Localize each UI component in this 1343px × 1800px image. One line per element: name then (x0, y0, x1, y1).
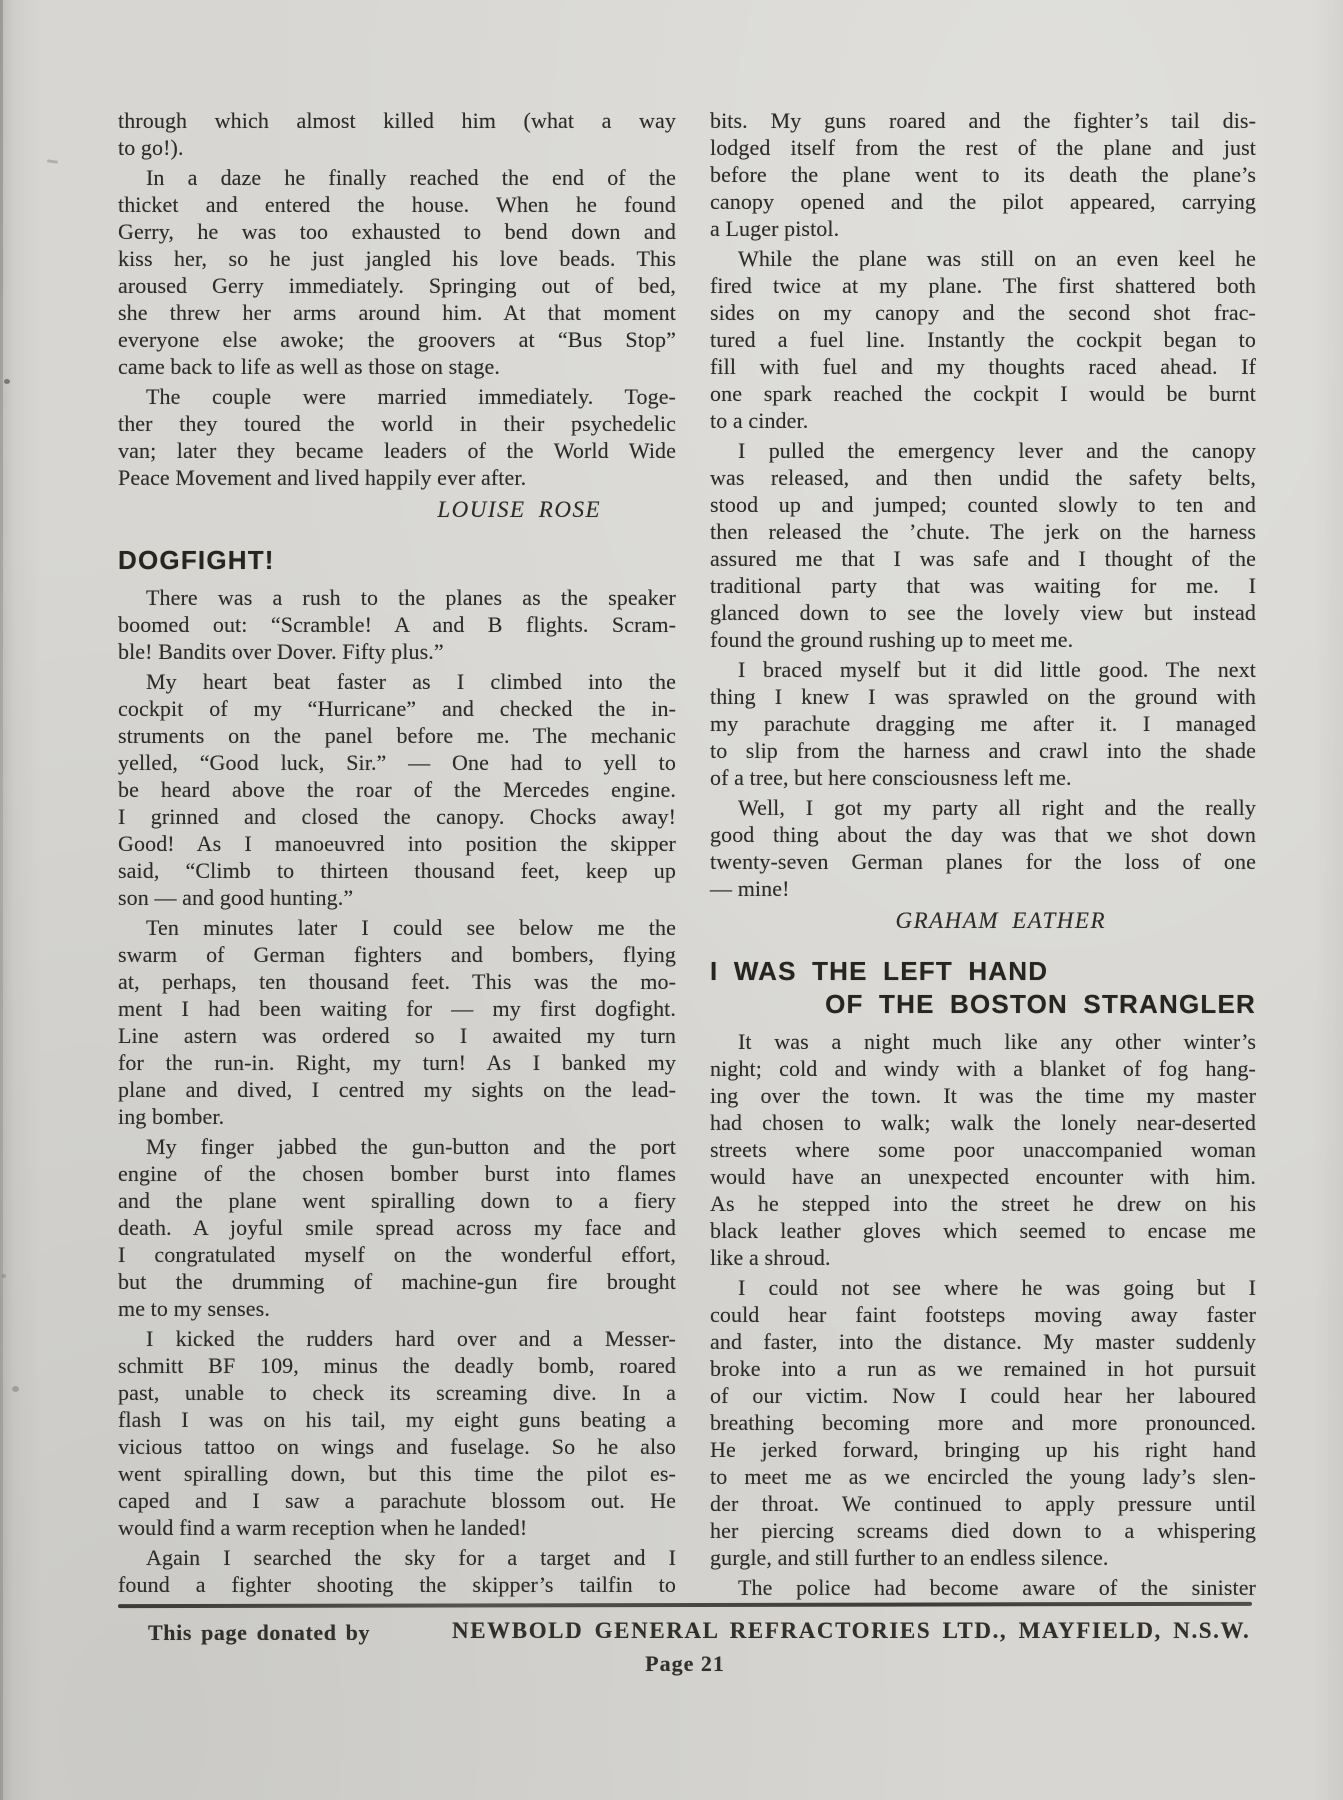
text-line: I congratulated myself on the wonderful effort, (118, 1242, 676, 1267)
text-line: Ten minutes later I could see below me the (146, 915, 676, 940)
text-line: like a shroud. (710, 1245, 831, 1270)
text-line: traditional party that was waiting for me. I (710, 573, 1256, 598)
text-line: then released the ’chute. The jerk on the harness (710, 519, 1256, 544)
text-line: Well, I got my party all right and the really (738, 795, 1256, 820)
text-line: fired twice at my plane. The first shattered both (710, 273, 1256, 298)
text-line: Line astern was ordered so I awaited my turn (118, 1023, 676, 1048)
text-line: I kicked the rudders hard over and a Messer- (146, 1326, 676, 1351)
text-line: lodged itself from the rest of the plane and just (710, 135, 1256, 160)
text-line: plane and dived, I centred my sights on the lead- (118, 1077, 676, 1102)
text-line: me to my senses. (118, 1296, 270, 1321)
paragraph (118, 164, 676, 380)
text-line: Gerry, he was too exhausted to bend down and (118, 219, 676, 244)
text-line: at, perhaps, ten thousand feet. This was the mo- (118, 969, 676, 994)
text-line: found the ground rushing up to meet me. (710, 627, 1074, 652)
donor-prefix: This page donated by (148, 1620, 371, 1645)
text-line: There was a rush to the planes as the speaker (146, 585, 676, 610)
text-line: would have an unexpected encounter with him. (710, 1164, 1256, 1189)
text-line: everyone else awoke; the groovers at “Bus Stop” (118, 327, 676, 352)
right-column (710, 107, 1256, 1601)
paragraph (710, 1274, 1256, 1571)
scan-edge-shadow (0, 0, 3, 1800)
text-line: ment I had been waiting for — my first dogfight. (118, 996, 676, 1021)
text-line: My finger jabbed the gun-button and the port (146, 1134, 676, 1159)
text-line: bits. My guns roared and the fighter’s tail dis- (710, 108, 1256, 133)
text-line: My heart beat faster as I climbed into the (146, 669, 676, 694)
text-line: caped and I saw a parachute blossom out. He (118, 1488, 676, 1513)
text-line: I could not see where he was going but I (738, 1275, 1256, 1300)
text-line: Again I searched the sky for a target and I (146, 1545, 676, 1570)
text-line: would find a warm reception when he landed! (118, 1515, 528, 1540)
text-line: twenty-seven German planes for the loss of one (710, 849, 1256, 874)
text-line: In a daze he finally reached the end of the (146, 165, 676, 190)
left-column (118, 107, 676, 1598)
text-line: to slip from the harness and crawl into the shade (710, 738, 1256, 763)
donor-name: NEWBOLD GENERAL REFRACTORIES LTD., MAYFIELD, N.S.W. (452, 1618, 1251, 1643)
text-line: a Luger pistol. (710, 216, 840, 241)
paragraph (710, 107, 1256, 242)
text-line: cockpit of my “Hurricane” and checked the in- (118, 696, 676, 721)
text-line: The couple were married immediately. Toge- (146, 384, 676, 409)
text-line: tured a fuel line. Instantly the cockpit began to (710, 327, 1256, 352)
text-line: past, unable to check its screaming dive. In a (118, 1380, 676, 1405)
paragraph (118, 668, 676, 911)
text-line: black leather gloves which seemed to encase me (710, 1218, 1256, 1243)
paragraph (118, 914, 676, 1130)
text-line: kiss her, so he just jangled his love beads. This (118, 246, 676, 271)
text-line: fill with fuel and my thoughts raced ahead. If (710, 354, 1256, 379)
paragraph (118, 107, 676, 161)
text-line: and the plane went spiralling down to a fiery (118, 1188, 676, 1213)
text-line: He jerked forward, bringing up his right hand (710, 1437, 1256, 1462)
text-line: glanced down to see the lovely view but instead (710, 600, 1256, 625)
text-line: vicious tattoo on wings and fuselage. So he also (118, 1434, 676, 1459)
paragraph (710, 1574, 1256, 1601)
text-line: broke into a run as we remained in hot pursuit (710, 1356, 1256, 1381)
text-line: I braced myself but it did little good. The next (738, 657, 1256, 682)
text-line: good thing about the day was that we shot down (710, 822, 1256, 847)
story-heading (118, 544, 676, 577)
story-heading (710, 955, 1256, 1021)
text-line: van; later they became leaders of the World Wide (118, 438, 676, 463)
text-line: for the run-in. Right, my turn! As I banked my (118, 1050, 676, 1075)
paragraph (118, 1325, 676, 1541)
text-line: son — and good hunting.” (118, 885, 354, 910)
text-line: canopy opened and the pilot appeared, carrying (710, 189, 1256, 214)
text-line: found a fighter shooting the skipper’s tailfin to (118, 1572, 676, 1597)
scan-speck (12, 1386, 19, 1392)
text-line: sides on my canopy and the second shot frac- (710, 300, 1256, 325)
page-number: Page 21 (645, 1651, 725, 1676)
scan-speck (2, 1274, 6, 1278)
text-line: ing over the town. It was the time my master (710, 1083, 1256, 1108)
text-line: and faster, into the distance. My master suddenly (710, 1329, 1256, 1354)
text-line: streets where some poor unaccompanied woman (710, 1137, 1256, 1162)
text-line: thing I knew I was sprawled on the ground with (710, 684, 1256, 709)
paragraph (710, 656, 1256, 791)
text-line: schmitt BF 109, minus the deadly bomb, roared (118, 1353, 676, 1378)
scan-speck (4, 379, 10, 384)
paragraph (710, 245, 1256, 434)
text-line: but the drumming of machine-gun fire brought (118, 1269, 676, 1294)
text-line: night; cold and windy with a blanket of fog hang- (710, 1056, 1256, 1081)
paragraph (710, 1028, 1256, 1271)
text-line: one spark reached the cockpit I would be burnt (710, 381, 1256, 406)
text-line: swarm of German fighters and bombers, flying (118, 942, 676, 967)
text-line: death. A joyful smile spread across my face and (118, 1215, 676, 1240)
text-line: her piercing screams died down to a whispering (710, 1518, 1256, 1543)
text-line: ble! Bandits over Dover. Fifty plus.” (118, 639, 444, 664)
text-line: The police had become aware of the sinister (738, 1575, 1256, 1600)
text-line: Good! As I manoeuvred into position the skipper (118, 831, 676, 856)
text-line: boomed out: “Scramble! A and B flights. Scram- (118, 612, 676, 637)
author-byline: LOUISE ROSE (437, 497, 601, 522)
text-line: through which almost killed him (what a way (118, 108, 676, 133)
text-line: flash I was on his tail, my eight guns beating a (118, 1407, 676, 1432)
text-line: aroused Gerry immediately. Springing out of bed, (118, 273, 676, 298)
paragraph (118, 1544, 676, 1598)
text-line: assured me that I was safe and I thought of the (710, 546, 1256, 571)
text-line: to meet me as we encircled the young lady’s slen- (710, 1464, 1256, 1489)
paragraph (118, 584, 676, 665)
paragraph (118, 1133, 676, 1322)
text-line: ther they toured the world in their psychedelic (118, 411, 676, 436)
text-line: der throat. We continued to apply pressure until (710, 1491, 1256, 1516)
text-line: struments on the panel before me. The mechanic (118, 723, 676, 748)
scan-speck (47, 159, 58, 164)
text-line: of our victim. Now I could hear her laboured (710, 1383, 1256, 1408)
story-heading-line: OF THE BOSTON STRANGLER (825, 989, 1256, 1019)
paragraph (710, 437, 1256, 653)
text-line: It was a night much like any other winter’s (738, 1029, 1256, 1054)
text-line: was released, and then undid the safety belts, (710, 465, 1256, 490)
text-line: she threw her arms around him. At that moment (118, 300, 676, 325)
text-line: yelled, “Good luck, Sir.” — One had to yell to (118, 750, 676, 775)
text-line: before the plane went to its death the plane’s (710, 162, 1256, 187)
author-byline: GRAHAM EATHER (895, 908, 1106, 933)
text-line: I grinned and closed the canopy. Chocks away! (118, 804, 676, 829)
text-line: thicket and entered the house. When he found (118, 192, 676, 217)
text-line: ing bomber. (118, 1104, 225, 1129)
text-line: Peace Movement and lived happily ever after. (118, 465, 527, 490)
text-line: stood up and jumped; counted slowly to ten and (710, 492, 1256, 517)
text-line: to a cinder. (710, 408, 809, 433)
text-line: I pulled the emergency lever and the canopy (738, 438, 1256, 463)
story-heading-line: I WAS THE LEFT HAND (710, 956, 1049, 986)
text-line: While the plane was still on an even keel he (738, 246, 1256, 271)
text-line: be heard above the roar of the Mercedes engine. (118, 777, 676, 802)
text-line: of a tree, but here consciousness left me. (710, 765, 1072, 790)
text-line: As he stepped into the street he drew on his (710, 1191, 1256, 1216)
text-line: engine of the chosen bomber burst into flames (118, 1161, 676, 1186)
paragraph (710, 794, 1256, 902)
story-heading-line: DOGFIGHT! (118, 545, 275, 575)
text-line: to go!). (118, 135, 184, 160)
footer-rule (118, 1602, 1252, 1608)
text-line: breathing becoming more and more pronounced. (710, 1410, 1256, 1435)
text-line: had chosen to walk; walk the lonely near-deserted (710, 1110, 1256, 1135)
paragraph (118, 383, 676, 491)
text-line: said, “Climb to thirteen thousand feet, keep up (118, 858, 676, 883)
text-line: went spiralling down, but this time the pilot es- (118, 1461, 676, 1486)
text-line: came back to life as well as those on stage. (118, 354, 500, 379)
text-line: gurgle, and still further to an endless silence. (710, 1545, 1109, 1570)
text-line: my parachute dragging me after it. I managed (710, 711, 1256, 736)
text-line: — mine! (710, 876, 790, 901)
text-line: could hear faint footsteps moving away faster (710, 1302, 1256, 1327)
